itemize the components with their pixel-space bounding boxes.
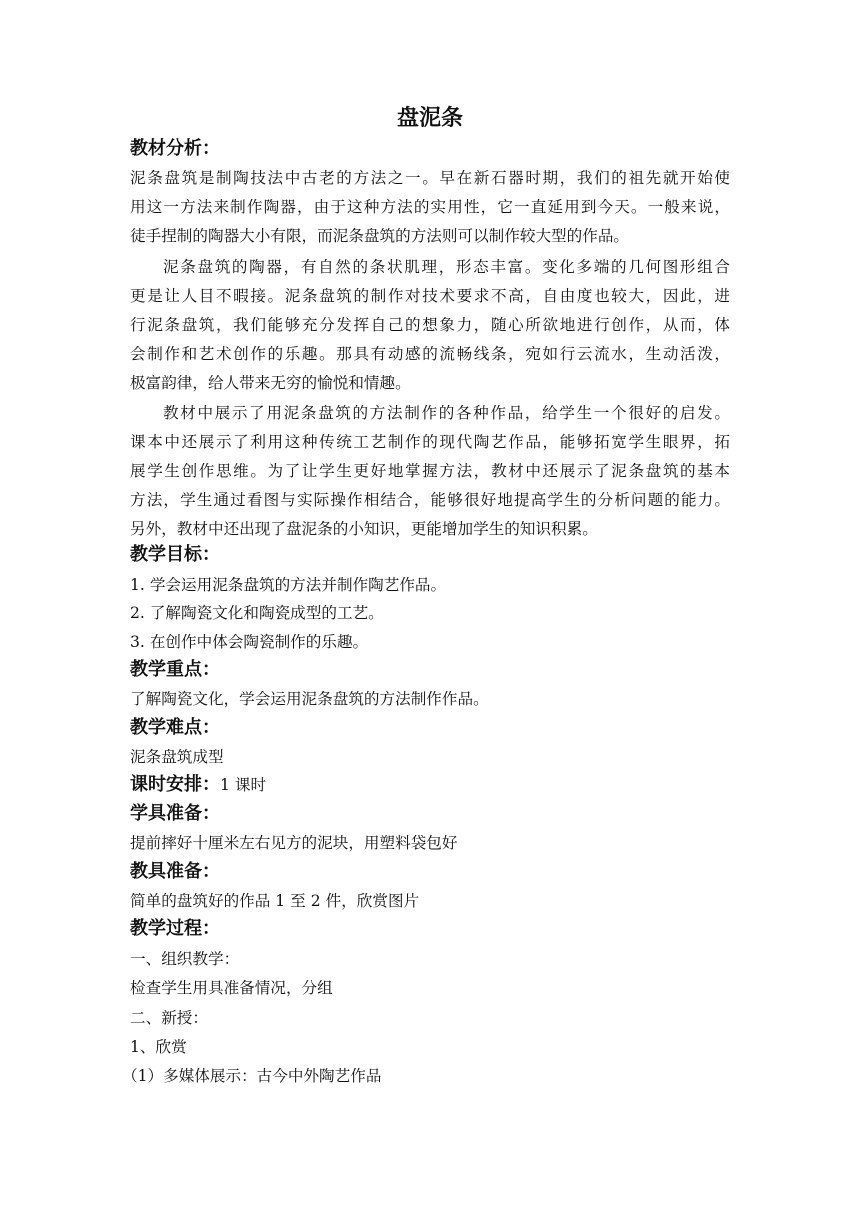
heading-difficulties: 教学难点： — [130, 717, 220, 738]
analysis-p2-line: 泥条盘筑的陶器，有自然的条状肌理，形态丰富。变化多端的几何图形组合 — [163, 258, 730, 276]
heading-analysis: 教材分析： — [130, 138, 220, 159]
heading-goals: 教学目标： — [130, 544, 220, 565]
key-points-text: 了解陶瓷文化，学会运用泥条盘筑的方法制作作品。 — [130, 690, 489, 708]
analysis-p3-line: 展学生创作思维。为了让学生更好地掌握方法，教材中还展示了泥条盘筑的基本 — [130, 462, 730, 480]
goal-item: 3. 在创作中体会陶瓷制作的乐趣。 — [130, 633, 369, 651]
process-line: 检查学生用具准备情况，分组 — [130, 979, 333, 997]
analysis-p1-line: 徒手捏制的陶器大小有限，而泥条盘筑的方法则可以制作较大型的作品。 — [130, 227, 630, 245]
student-materials-text: 提前摔好十厘米左右见方的泥块，用塑料袋包好 — [130, 834, 458, 852]
process-line: 1、欣赏 — [130, 1038, 187, 1056]
process-line: 二、新授： — [130, 1009, 208, 1027]
analysis-p3-line: 另外，教材中还出现了盘泥条的小知识，更能增加学生的知识积累。 — [130, 520, 598, 538]
heading-process: 教学过程： — [130, 918, 220, 939]
analysis-p3-line: 课本中还展示了利用这种传统工艺制作的现代陶艺作品，能够拓宽学生眼界，拓 — [130, 433, 730, 451]
heading-teacher-materials: 教具准备： — [130, 861, 220, 882]
analysis-p2-line: 行泥条盘筑，我们能够充分发挥自己的想象力，随心所欲地进行创作，从而，体 — [130, 316, 730, 334]
analysis-p3-line: 教材中展示了用泥条盘筑的方法制作的各种作品，给学生一个很好的启发。 — [163, 404, 730, 422]
analysis-p2-line: 更是让人目不暇接。泥条盘筑的制作对技术要求不高，自由度也较大，因此，进 — [130, 287, 730, 305]
heading-student-materials: 学具准备： — [130, 803, 220, 824]
schedule-row — [130, 772, 266, 798]
analysis-p1-line: 用这一方法来制作陶器，由于这种方法的实用性，它一直延用到今天。一般来说， — [130, 198, 730, 216]
teacher-materials-text: 简单的盘筑好的作品 1 至 2 件，欣赏图片 — [130, 892, 420, 910]
goal-item: 2. 了解陶瓷文化和陶瓷成型的工艺。 — [130, 604, 384, 622]
analysis-p2-line: 极富韵律，给人带来无穷的愉悦和情趣。 — [130, 374, 411, 392]
analysis-p1-line: 泥条盘筑是制陶技法中古老的方法之一。早在新石器时期，我们的祖先就开始使 — [130, 169, 730, 187]
goal-item: 1. 学会运用泥条盘筑的方法并制作陶艺作品。 — [130, 576, 447, 594]
process-line: （1）多媒体展示：古今中外陶艺作品 — [122, 1067, 382, 1085]
analysis-p2-line: 会制作和艺术创作的乐趣。那具有动感的流畅线条，宛如行云流水，生动活泼， — [130, 345, 730, 363]
heading-schedule: 课时安排： — [130, 774, 220, 795]
analysis-p3-line: 方法，学生通过看图与实际操作相结合，能够很好地提高学生的分析问题的能力。 — [130, 491, 730, 509]
difficulties-text: 泥条盘筑成型 — [130, 748, 224, 766]
process-line: 一、组织教学： — [130, 950, 240, 968]
document-title: 盘泥条 — [396, 106, 463, 131]
heading-key-points: 教学重点： — [130, 659, 220, 680]
schedule-value: 1 课时 — [220, 776, 267, 794]
